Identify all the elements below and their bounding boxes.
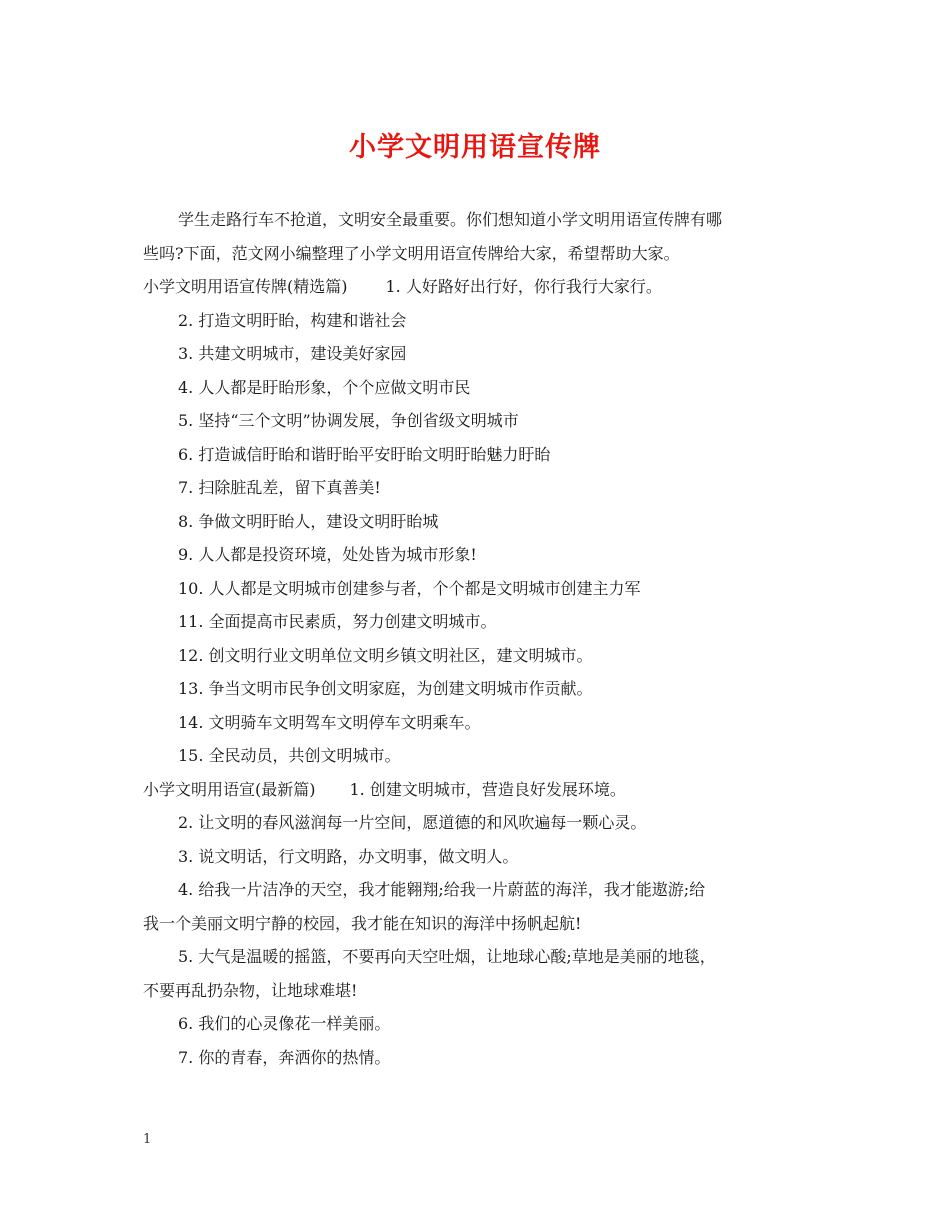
section2-heading: 小学文明用语宣(最新篇) [143,779,316,799]
list-item: 5. 坚持“三个文明”协调发展，争创省级文明城市 [178,411,519,430]
list-item: 11. 全面提高市民素质，努力创建文明城市。 [178,612,497,631]
list-item: 8. 争做文明盱眙人，建设文明盱眙城 [178,511,439,531]
section2-item-5-line-1: 5. 大气是温暖的摇篮，不要再向天空吐烟，让地球心酸;草地是美丽的地毯， [178,947,716,966]
page-number: 1 [143,1132,152,1147]
section1-heading: 小学文明用语宣传牌(精选篇) [143,277,348,296]
list-item: 4. 人人都是盱眙形象，个个应做文明市民 [178,377,471,397]
list-item: 7. 扫除脏乱差，留下真善美! [178,478,381,497]
section2-item-4-line-1: 4. 给我一片洁净的天空，我才能翱翔;给我一片蔚蓝的海洋，我才能遨游;给 [178,880,706,899]
section2-heading-line [143,773,818,807]
list-item: 14. 文明骑车文明驾车文明停车文明乘车。 [178,712,481,732]
section2-item-1: 1. 创建文明城市，营造良好发展环境。 [349,779,626,799]
section2-item-4-line-2: 我一个美丽文明宁静的校园，我才能在知识的海洋中扬帆起航! [143,913,582,933]
section2-item-5-line-2: 不要再乱扔杂物，让地球难堪! [143,980,358,1000]
document-body [143,203,818,1074]
section1-item-1: 1. 人好路好出行好，你行我行大家行。 [385,277,662,296]
section2-item-6: 6. 我们的心灵像花一样美丽。 [178,1014,391,1033]
list-item: 13. 争当文明市民争创文明家庭，为创建文明城市作贡献。 [178,679,593,698]
list-item: 15. 全民动员，共创文明城市。 [178,746,401,765]
list-item: 12. 创文明行业文明单位文明乡镇文明社区，建文明城市。 [178,645,593,665]
list-item: 9. 人人都是投资环境，处处皆为城市形象! [178,545,477,564]
list-item: 3. 共建文明城市，建设美好家园 [178,344,407,363]
section2-item-3: 3. 说文明话，行文明路，办文明事，做文明人。 [178,846,519,866]
list-item: 6. 打造诚信盱眙和谐盱眙平安盱眙文明盱眙魅力盱眙 [178,444,551,464]
document-title: 小学文明用语宣传牌 [349,132,601,163]
list-item: 2. 打造文明盱眙，构建和谐社会 [178,310,407,330]
section2-item-7: 7. 你的青春，奔洒你的热情。 [178,1047,391,1067]
section1-heading-line [143,270,818,304]
list-item: 10. 人人都是文明城市创建参与者，个个都是文明城市创建主力军 [178,578,641,598]
section2-item-2: 2. 让文明的春风滋润每一片空间，愿道德的和风吹遍每一颗心灵。 [178,813,647,832]
intro-line-2: 些吗?下面，范文网小编整理了小学文明用语宣传牌给大家，希望帮助大家。 [143,243,680,263]
intro-line-1: 学生走路行车不抢道，文明安全最重要。你们想知道小学文明用语宣传牌有哪 [178,210,723,229]
